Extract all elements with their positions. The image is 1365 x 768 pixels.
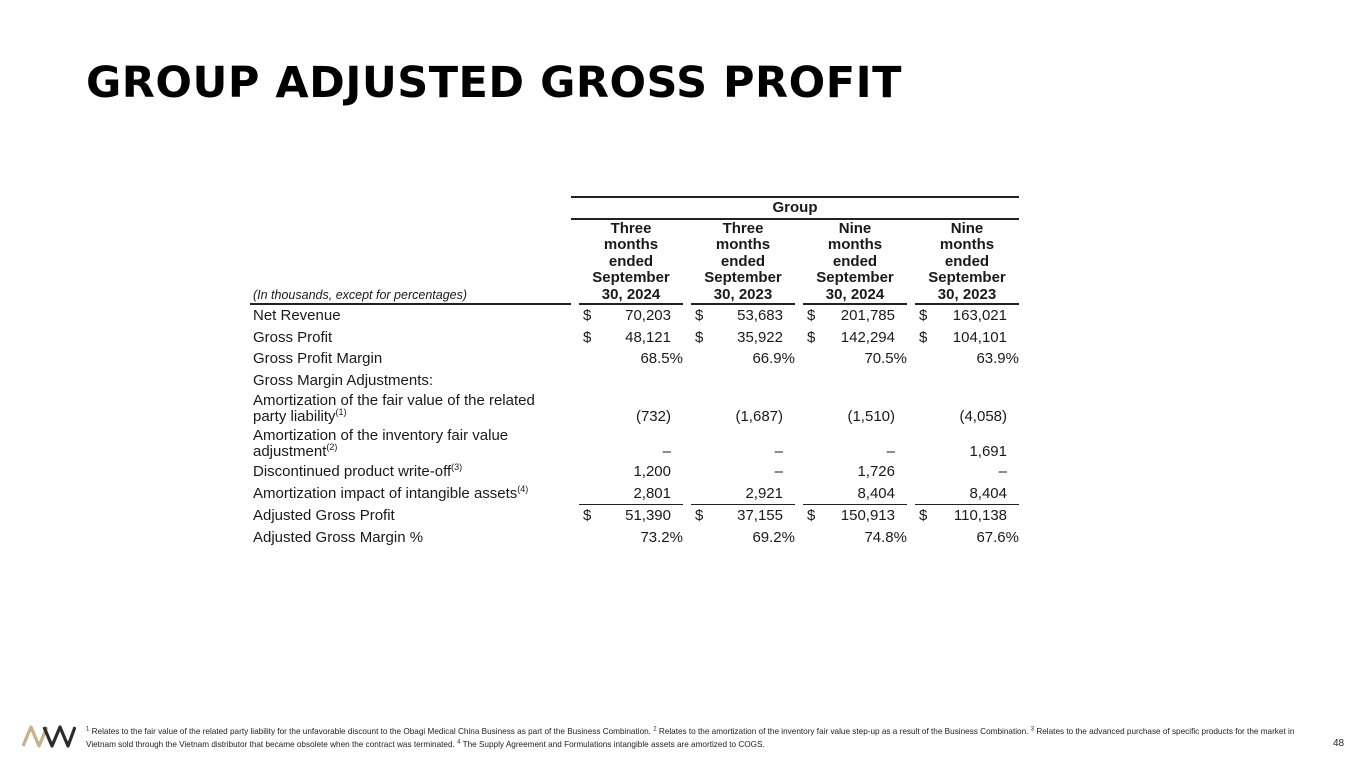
- row-label: Net Revenue: [253, 307, 341, 325]
- row-label: Amortization of the fair value of the related party liability$^{(1)}$: [253, 392, 535, 425]
- table-cell: –: [886, 443, 895, 460]
- table-cell: 37,155: [737, 507, 783, 525]
- column-header-9m-2023: Nine months ended September 30, 2023: [915, 219, 1019, 305]
- column-header-9m-2024: Nine months ended September 30, 2024: [803, 219, 907, 305]
- column-header-q3-2023: Three months ended September 30, 2023: [691, 219, 795, 305]
- table-cell: 104,101: [952, 328, 1007, 346]
- gross-profit-table: [250, 196, 1019, 548]
- group-header: Group: [571, 197, 1019, 219]
- table-row-gross-margin-adjustments: [250, 370, 1019, 392]
- row-label: Gross Profit Margin: [253, 350, 383, 368]
- table-cell: 2,801: [597, 483, 683, 505]
- row-label: Adjusted Gross Margin %: [253, 528, 424, 546]
- row-label: Amortization impact of intangible assets$^{(4)}$: [253, 484, 529, 502]
- page-number: 48: [1333, 738, 1345, 749]
- table-cell: (1,510): [847, 408, 895, 425]
- table-cell: 1,726: [857, 463, 895, 481]
- table-cell: –: [662, 443, 671, 460]
- table-row-amort-related-party: [250, 391, 1019, 426]
- page-title: GROUP ADJUSTED GROSS PROFIT: [86, 58, 902, 108]
- table-row-gross-profit: Gross Profit $ 48,121 $ 35,922 $ 142,294 $ 104,101: [250, 327, 1019, 349]
- units-label: (In thousands, except for percentages): [250, 219, 571, 305]
- table-cell: 68.5%: [640, 350, 683, 368]
- row-label: Adjusted Gross Profit: [253, 507, 395, 524]
- waldencast-logo-icon: [22, 722, 76, 750]
- table-cell: (1,687): [735, 408, 783, 425]
- table-row-discontinued-writeoff: [250, 461, 1019, 483]
- table-cell: 48,121: [625, 328, 671, 346]
- table-cell: 53,683: [737, 307, 783, 325]
- group-header-row: [250, 197, 1019, 219]
- table-row-adjusted-gross-profit: Adjusted Gross Profit $ 51,390 $ 37,155 $ 150,913 $ 110,138: [250, 505, 1019, 527]
- table-cell: –: [774, 443, 783, 460]
- row-label: Gross Margin Adjustments:: [253, 371, 434, 389]
- table-cell: 63.9%: [976, 350, 1019, 368]
- row-label: Amortization of the inventory fair value adjustment$^{(2)}$: [253, 427, 509, 460]
- table-cell: –: [998, 463, 1007, 481]
- table-row-gross-profit-margin: [250, 348, 1019, 370]
- table-cell: 51,390: [625, 507, 671, 525]
- table-cell: 69.2%: [752, 528, 795, 546]
- table-cell: 8,404: [933, 483, 1019, 505]
- footnotes: $^1$ Relates to the fair value of the related party liability for the unfavorable discount to the Obagi Medical China Business as part of the Business Combination. $^2$ Relates to the amortization of the inventory fair value step-up as a result of the Business Combination. $^3$ Relates to the advanced purchase of specific products for the market in Vietnam sold through the Vietnam distributor that became obsolete when the contract was terminated. $^4$ The Supply Agreement and Formulations intangible assets are amortized to COGS.: [86, 726, 1295, 749]
- table-row-amort-inventory: [250, 426, 1019, 461]
- table-cell: (732): [635, 408, 671, 425]
- table-cell: 70,203: [625, 307, 671, 325]
- row-label: Gross Profit: [253, 328, 333, 346]
- table-cell: 70.5%: [864, 350, 907, 368]
- table-cell: 1,691: [969, 443, 1007, 460]
- table-cell: 2,921: [709, 483, 795, 505]
- table-cell: 142,294: [840, 328, 895, 346]
- table-cell: 66.9%: [752, 350, 795, 368]
- table-cell: 1,200: [633, 463, 671, 481]
- table-row-amort-intangibles: [250, 483, 1019, 505]
- table-cell: 110,138: [953, 507, 1007, 525]
- row-label: Discontinued product write-off$^{(3)}$: [253, 462, 463, 481]
- table-cell: 73.2%: [640, 528, 683, 546]
- table-cell: 150,913: [840, 507, 895, 525]
- table-row-net-revenue: Net Revenue $ 70,203 $ 53,683 $ 201,785 $ 163,021: [250, 304, 1019, 327]
- table-cell: 163,021: [952, 307, 1007, 325]
- table-cell: 67.6%: [976, 528, 1019, 546]
- table-cell: 8,404: [821, 483, 907, 505]
- table-row-adjusted-gross-margin: [250, 527, 1019, 549]
- table-cell: (4,058): [959, 408, 1007, 425]
- table-cell: 35,922: [737, 328, 783, 346]
- table-cell: –: [774, 463, 783, 481]
- table-cell: 201,785: [840, 307, 895, 325]
- table-cell: 74.8%: [864, 528, 907, 546]
- column-header-q3-2024: Three months ended September 30, 2024: [579, 219, 683, 305]
- column-header-row: [250, 219, 1019, 305]
